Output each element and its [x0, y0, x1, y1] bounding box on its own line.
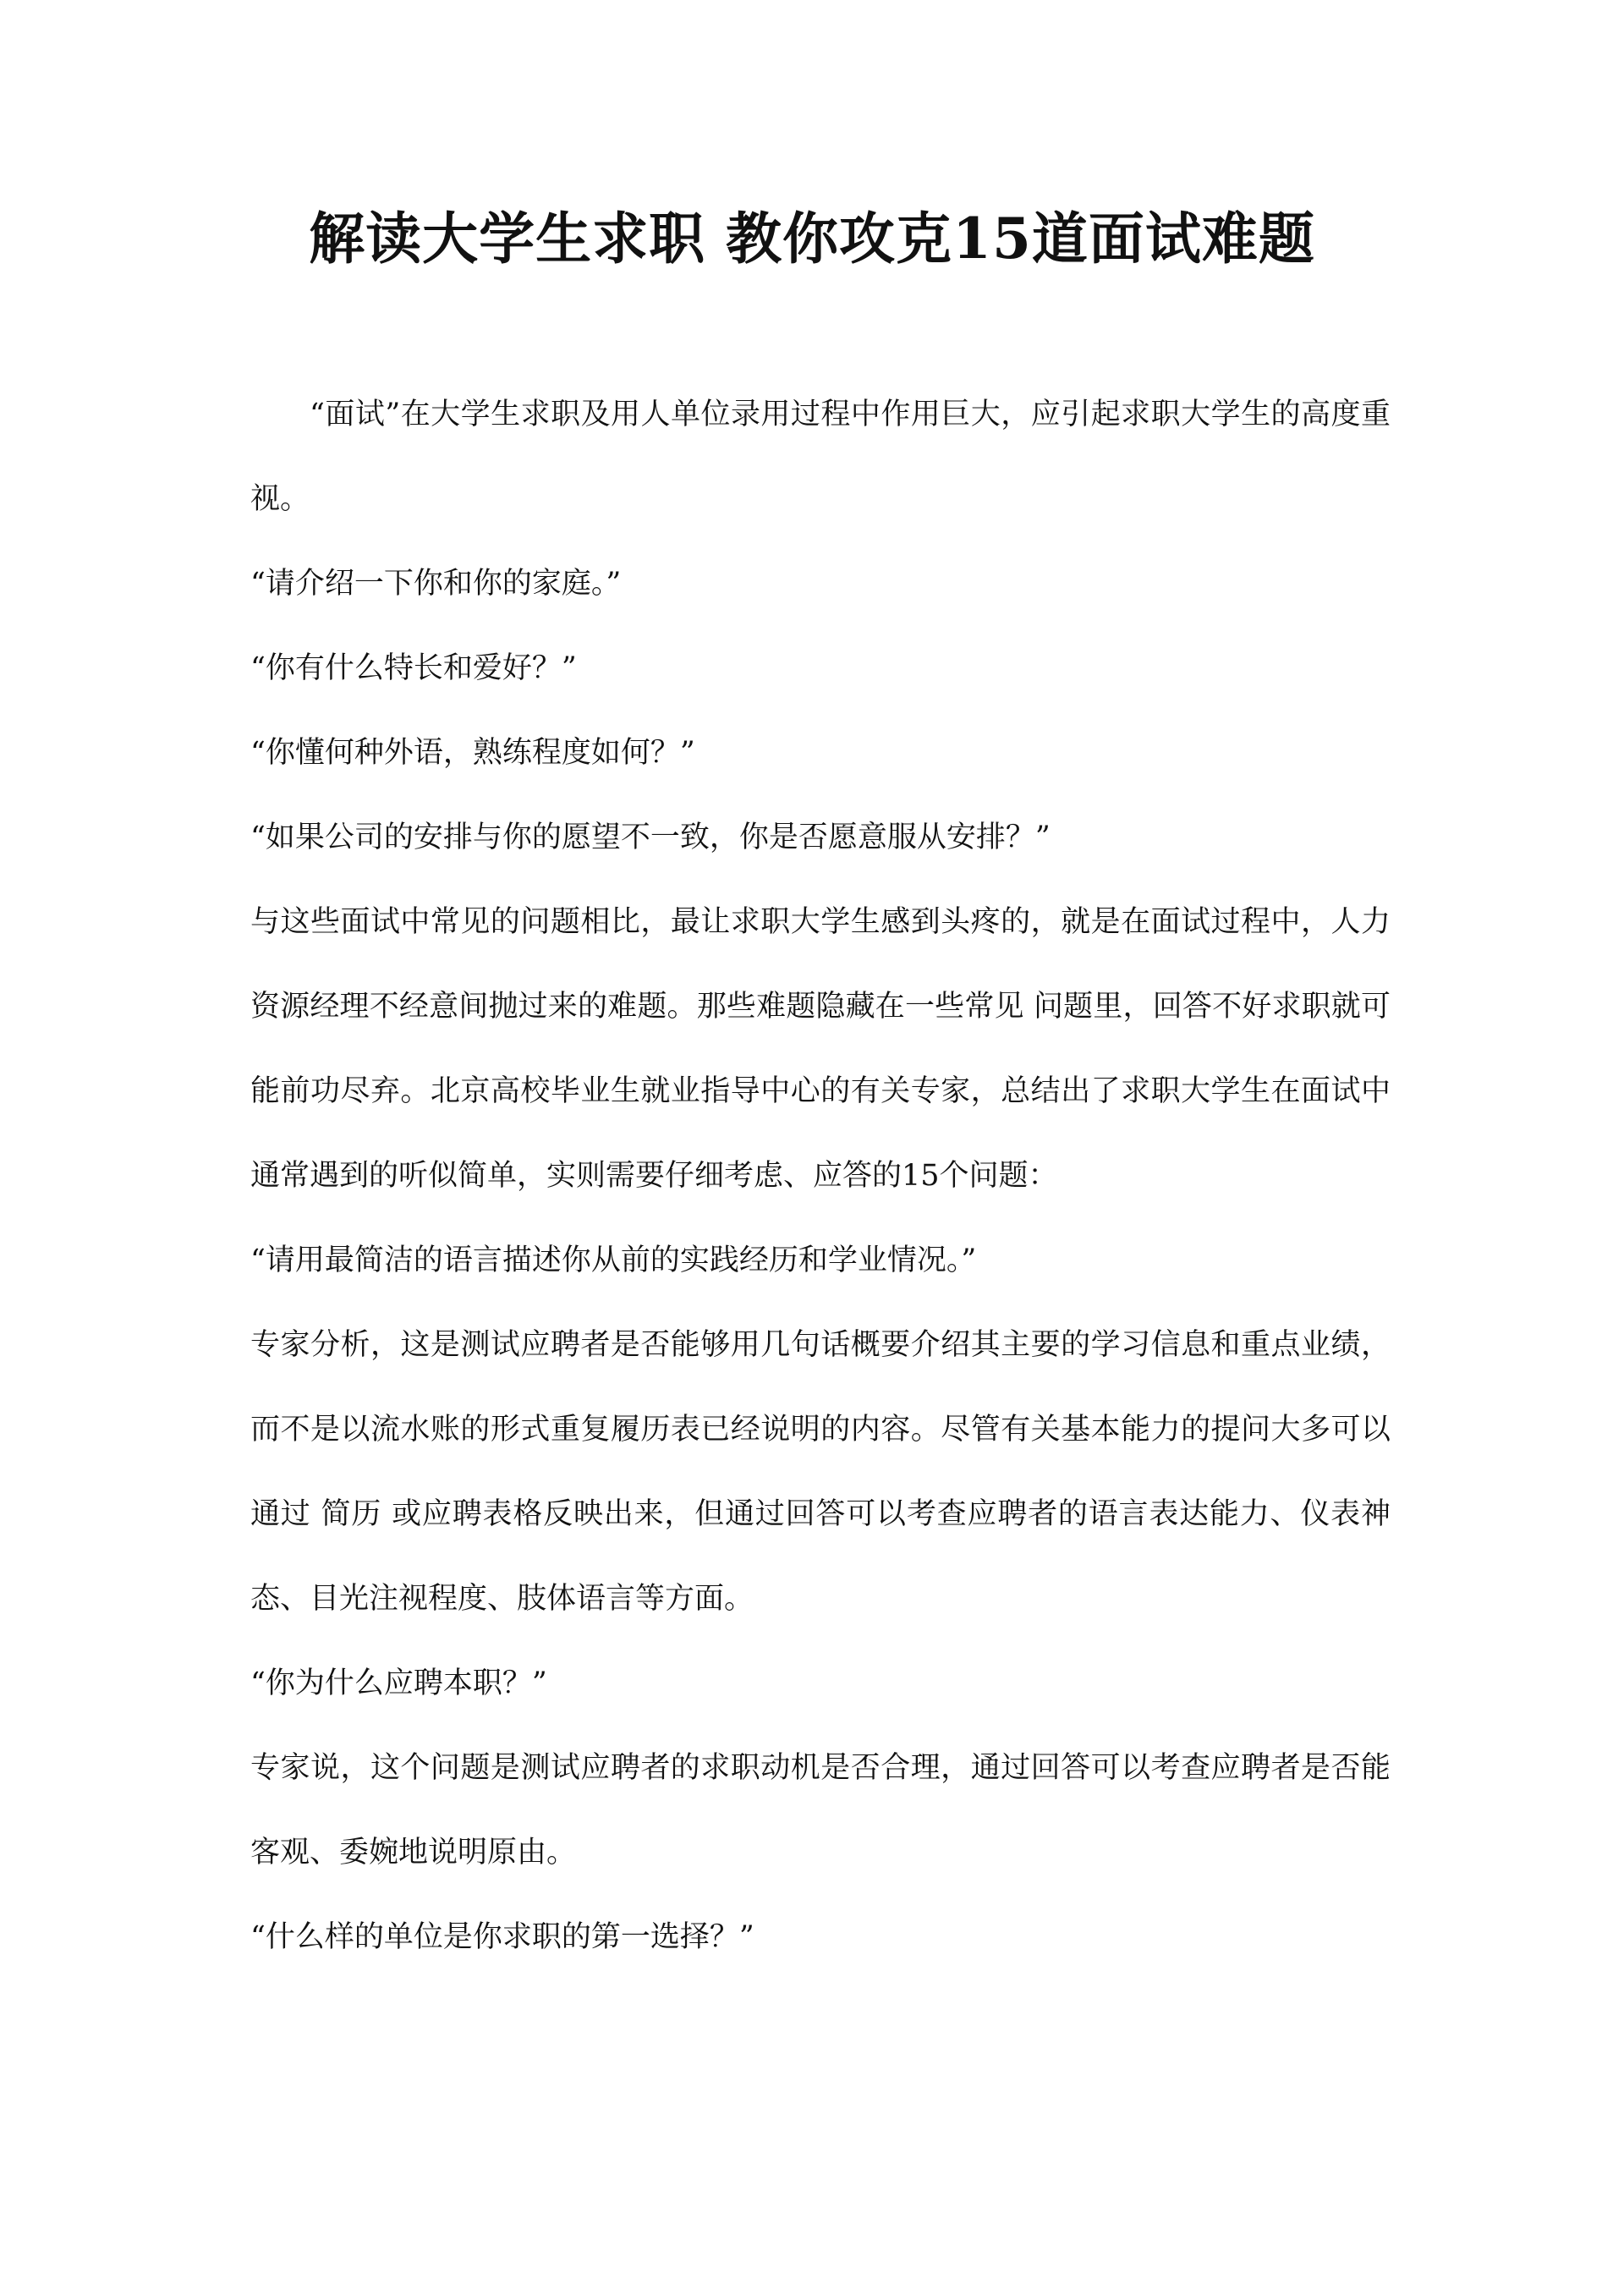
analysis-experience: 专家分析，这是测试应聘者是否能够用几句话概要介绍其主要的学习信息和重点业绩，而不是以流水账的形式重复履历表已经说明的内容。尽管有关基本能力的提问大多可以通过 简历 或应聘表格反映出来，但通过回答可以考查应聘者的语言表达能力、仪表神态、目光注视程度、肢体语言等方面。 — [250, 1328, 1391, 1616]
document-title: 解读大学生求职 教你攻克15道面试难题 — [309, 206, 1315, 272]
question-arrangement: “如果公司的安排与你的愿望不一致，你是否愿意服从安排？” — [250, 821, 1051, 854]
question-languages: “你懂何种外语，熟练程度如何？” — [250, 736, 695, 770]
question-first-choice: “什么样的单位是你求职的第一选择？” — [250, 1920, 754, 1954]
document-body — [250, 372, 1391, 1979]
intro-paragraph: “面试”在大学生求职及用人单位录用过程中作用巨大，应引起求职大学生的高度重视。 — [250, 398, 1391, 516]
question-why-apply: “你为什么应聘本职？” — [250, 1666, 547, 1700]
question-family: “请介绍一下你和你的家庭。” — [250, 567, 622, 601]
question-hobbies: “你有什么特长和爱好？” — [250, 651, 577, 685]
question-experience: “请用最简洁的语言描述你从前的实践经历和学业情况。” — [250, 1244, 977, 1277]
analysis-why-apply: 专家说，这个问题是测试应聘者的求职动机是否合理，通过回答可以考查应聘者是否能客观、委婉地说明原由。 — [250, 1751, 1391, 1869]
overview-paragraph: 与这些面试中常见的问题相比，最让求职大学生感到头疼的，就是在面试过程中，人力资源经理不经意间抛过来的难题。那些难题隐藏在一些常见 问题里，回答不好求职就可能前功尽弃。北京高校毕业生就业指导中心的有关专家，总结出了求职大学生在面试中通常遇到的听似简单，实则需要仔细考虑、应答的15个问题： — [250, 905, 1391, 1193]
